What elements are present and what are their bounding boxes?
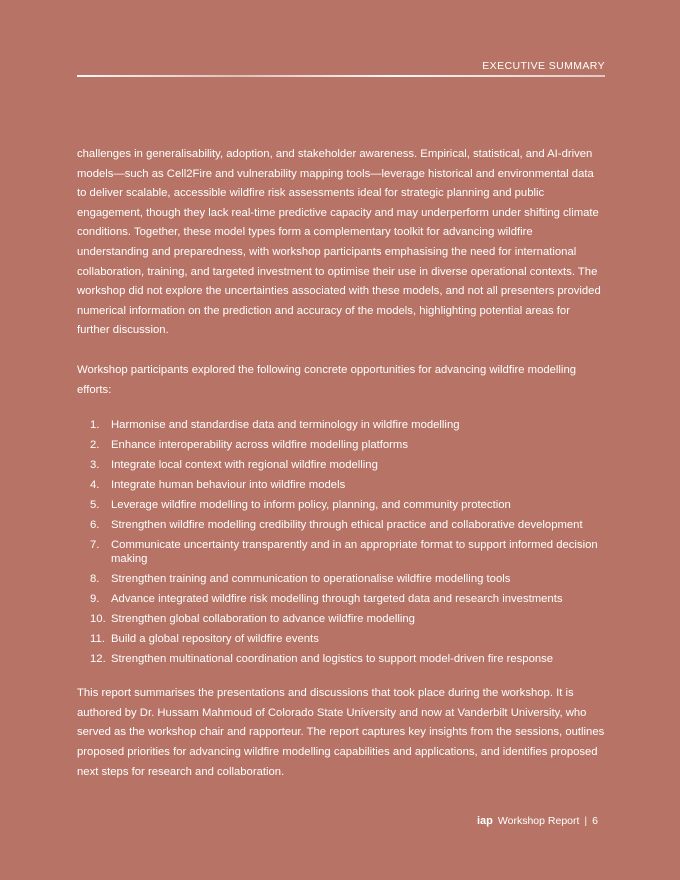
- list-item-text: Advance integrated wildfire risk modelling through targeted data and research investments: [111, 593, 563, 606]
- header-rule: [77, 75, 605, 77]
- list-item-number: 12.: [90, 653, 106, 666]
- list-item-text: Integrate local context with regional wildfire modelling: [111, 459, 378, 472]
- list-item: [77, 632, 605, 646]
- list-item: [77, 538, 605, 566]
- list-item-number: 5.: [90, 499, 100, 512]
- list-item: [77, 652, 605, 666]
- list-item-number: 6.: [90, 519, 100, 532]
- section-label: EXECUTIVE SUMMARY: [482, 60, 605, 72]
- main-content: [77, 145, 605, 782]
- list-item: [77, 418, 605, 432]
- list-item-text: Harmonise and standardise data and terminology in wildfire modelling: [111, 419, 460, 432]
- page-footer: [477, 815, 598, 827]
- list-item-number: 1.: [90, 419, 100, 432]
- opportunities-list: [77, 418, 605, 666]
- list-item-number: 9.: [90, 593, 100, 606]
- list-item-text: Strengthen wildfire modelling credibility through ethical practice and collaborative development: [111, 519, 583, 532]
- list-item: [77, 478, 605, 492]
- paragraph-1: challenges in generalisability, adoption, and stakeholder awareness. Empirical, statistical, and AI-driven models—such as Cell2Fire and vulnerability mapping tools—leverage historical and environmental data to deliver scalable, accessible wildfire risk assessments ideal for strategic planning and public engagement, though they lack real-time predictive capacity and may underperform under shifting climate conditions. Together, these model types form a complementary toolkit for advancing wildfire understanding and preparedness, with workshop participants emphasising the need for international collaboration, training, and targeted investment to optimise their use in diverse operational contexts. The workshop did not explore the uncertainties associated with these models, and not all presenters provided numerical information on the prediction and accuracy of the models, highlighting potential areas for further discussion.: [77, 148, 601, 337]
- list-item-number: 7.: [90, 539, 100, 552]
- list-item-text: Communicate uncertainty transparently and in an appropriate format to support informed decision making: [111, 539, 598, 566]
- list-item-number: 3.: [90, 459, 100, 472]
- report-title: Workshop Report: [497, 815, 580, 827]
- list-item: [77, 612, 605, 626]
- list-item: [77, 592, 605, 606]
- list-item-number: 2.: [90, 439, 100, 452]
- footer-separator: |: [584, 815, 588, 827]
- list-item-text: Strengthen training and communication to operationalise wildfire modelling tools: [111, 573, 511, 586]
- list-item: [77, 458, 605, 472]
- list-item-text: Leverage wildfire modelling to inform policy, planning, and community protection: [111, 499, 511, 512]
- list-item-number: 11.: [90, 633, 105, 646]
- list-item-text: Strengthen global collaboration to advance wildfire modelling: [111, 613, 415, 626]
- list-item: [77, 518, 605, 532]
- list-item-text: Enhance interoperability across wildfire modelling platforms: [111, 439, 408, 452]
- list-item: [77, 438, 605, 452]
- paragraph-3: This report summarises the presentations and discussions that took place during the workshop. It is authored by Dr. Hussam Mahmoud of Colorado State University and now at Vanderbilt University, who served as the workshop chair and rapporteur. The report captures key insights from the sessions, outlines proposed priorities for advancing wildfire modelling capabilities and applications, and identifies proposed next steps for research and collaboration.: [77, 687, 605, 778]
- page-number: 6: [592, 815, 598, 827]
- list-item-number: 4.: [90, 479, 100, 492]
- list-item: [77, 498, 605, 512]
- paragraph-2: Workshop participants explored the following concrete opportunities for advancing wildfire modelling efforts:: [77, 363, 577, 396]
- list-item-number: 10.: [90, 613, 106, 626]
- list-item-text: Strengthen multinational coordination and logistics to support model-driven fire response: [111, 653, 554, 666]
- list-item-number: 8.: [90, 573, 100, 586]
- list-item: [77, 572, 605, 586]
- list-item-text: Build a global repository of wildfire events: [111, 633, 319, 646]
- iap-logo: iap: [477, 815, 493, 827]
- list-item-text: Integrate human behaviour into wildfire models: [111, 479, 346, 492]
